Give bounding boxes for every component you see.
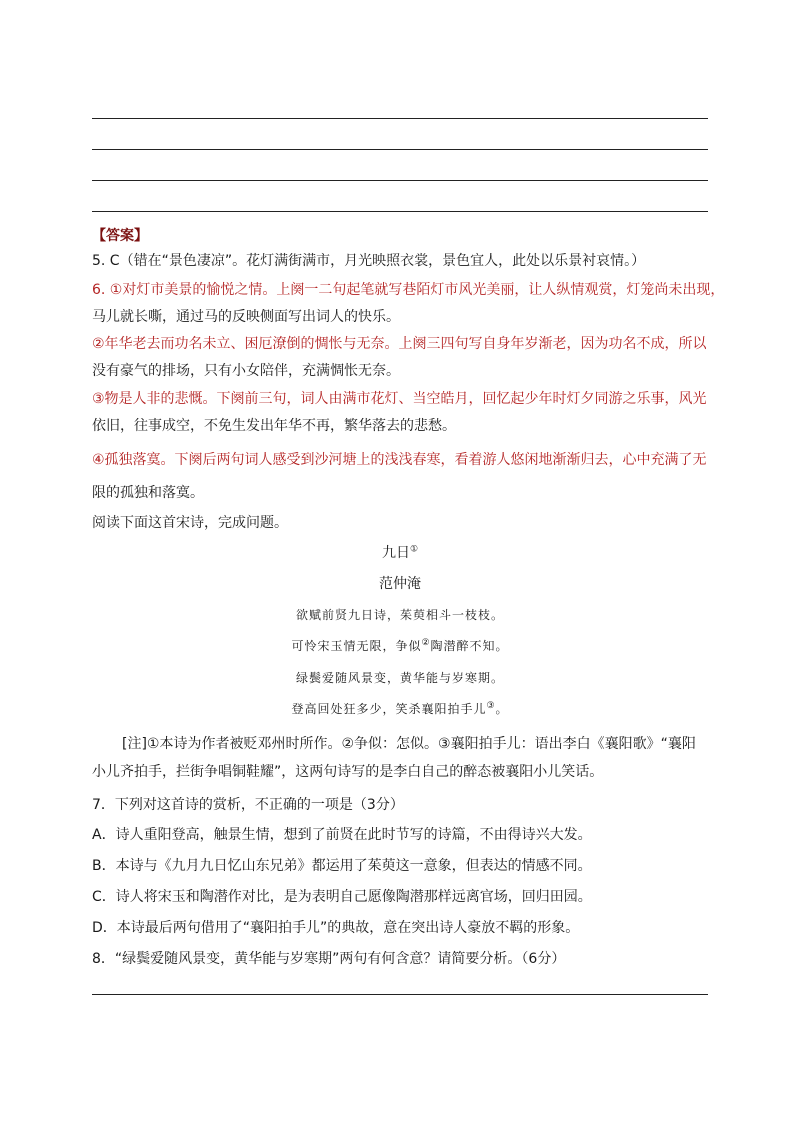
answer-q6-line3: ②年华老去而功名未立、困厄潦倒的惆怅与无奈。上阕三四句写自身年岁渐老，因为功名不成，所以 <box>92 336 707 352</box>
answer-q6-line1: 6. ①对灯市美景的愉悦之情。上阕一二句起笔就写巷陌灯市风光美丽，让人纵情观赏，灯笼尚未出现， <box>92 282 725 298</box>
reading-intro: 阅读下面这首宋诗，完成问题。 <box>92 515 288 531</box>
poem-line-3: 绿鬓爱随风景变，黄华能与岁寒期。 <box>295 671 504 685</box>
answer-q5: 5. C（错在“景色凄凉”。花灯满街满市，月光映照衣裳，景色宜人，此处以乐景衬哀情。） <box>92 253 646 269</box>
question-7: 7．下列对这首诗的赏析，不正确的一项是（3分） <box>92 797 404 813</box>
poem-line-4-note: ③ <box>486 701 496 711</box>
answer-q6-line5: ③物是人非的悲慨。下阕前三句，词人由满市花灯、当空皓月，回忆起少年时灯夕同游之乐事，风光 <box>92 391 707 407</box>
poem-title-text: 九日 <box>381 545 410 561</box>
question-7-option-d: D．本诗最后两句借用了“襄阳拍手儿”的典故，意在突出诗人豪放不羁的形象。 <box>92 920 580 936</box>
poem-line-2-a: 可怜宋玉情无限，争似 <box>291 639 422 653</box>
question-7-option-b: B．本诗与《九月九日忆山东兄弟》都运用了茱萸这一意象，但表达的情感不同。 <box>92 858 592 874</box>
answer-q6-line4: 没有豪气的排场，只有小女陪伴，充满惆怅无奈。 <box>92 363 400 379</box>
answer-q6-line6: 依旧，往事成空，不免生发出年华不再，繁华落去的悲愁。 <box>92 418 456 434</box>
answer-line-3 <box>92 180 708 181</box>
poem-line-1: 欲赋前贤九日诗，茱萸相斗一枝枝。 <box>295 608 504 622</box>
answer-q6-line7: ④孤独落寞。下阕后两句词人感受到沙河塘上的浅浅春寒，看着游人悠闲地渐渐归去，心中充满了无 <box>92 452 707 468</box>
poem-line-2-b: 陶潜醉不知。 <box>430 639 509 653</box>
poem-title-note: ① <box>409 544 419 555</box>
question-7-option-a: A．诗人重阳登高，触景生情，想到了前贤在此时节写的诗篇，不由得诗兴大发。 <box>92 827 592 843</box>
poem-line-4-b: 。 <box>495 702 509 716</box>
answer-label: 【答案】 <box>92 228 148 244</box>
poem-line-4 <box>92 700 708 718</box>
question-8: 8．“绿鬓爱随风景变，黄华能与岁寒期”两句有何含意？请简要分析。（6分） <box>92 951 566 967</box>
poem-note-line1: [注]①本诗为作者被贬邓州时所作。②争似：怎似。③襄阳拍手儿：语出李白《襄阳歌》“襄阳 <box>122 736 696 752</box>
poem-author: 范仲淹 <box>379 576 421 592</box>
poem-note-line2: 小儿齐拍手，拦街争唱铜鞋耀”，这两句诗写的是李白自己的醉态被襄阳小儿笑话。 <box>92 764 604 780</box>
question-7-option-c: C．诗人将宋玉和陶潜作对比，是为表明自己愿像陶潜那样远离官场，回归田园。 <box>92 889 592 905</box>
poem-title <box>92 544 708 562</box>
poem-line-2-note: ② <box>421 638 431 648</box>
answer-line-2 <box>92 149 708 150</box>
answer-q6-line2: 马儿就长嘶，通过马的反映侧面写出词人的快乐。 <box>92 309 400 325</box>
poem-line-4-a: 登高回处狂多少，笑杀襄阳拍手儿 <box>291 702 487 716</box>
answer-q6-line8: 限的孤独和落寞。 <box>92 485 204 501</box>
answer-line-q8 <box>92 994 708 995</box>
poem-line-2 <box>92 637 708 655</box>
answer-line-4 <box>92 211 708 212</box>
answer-line-1 <box>92 118 708 119</box>
